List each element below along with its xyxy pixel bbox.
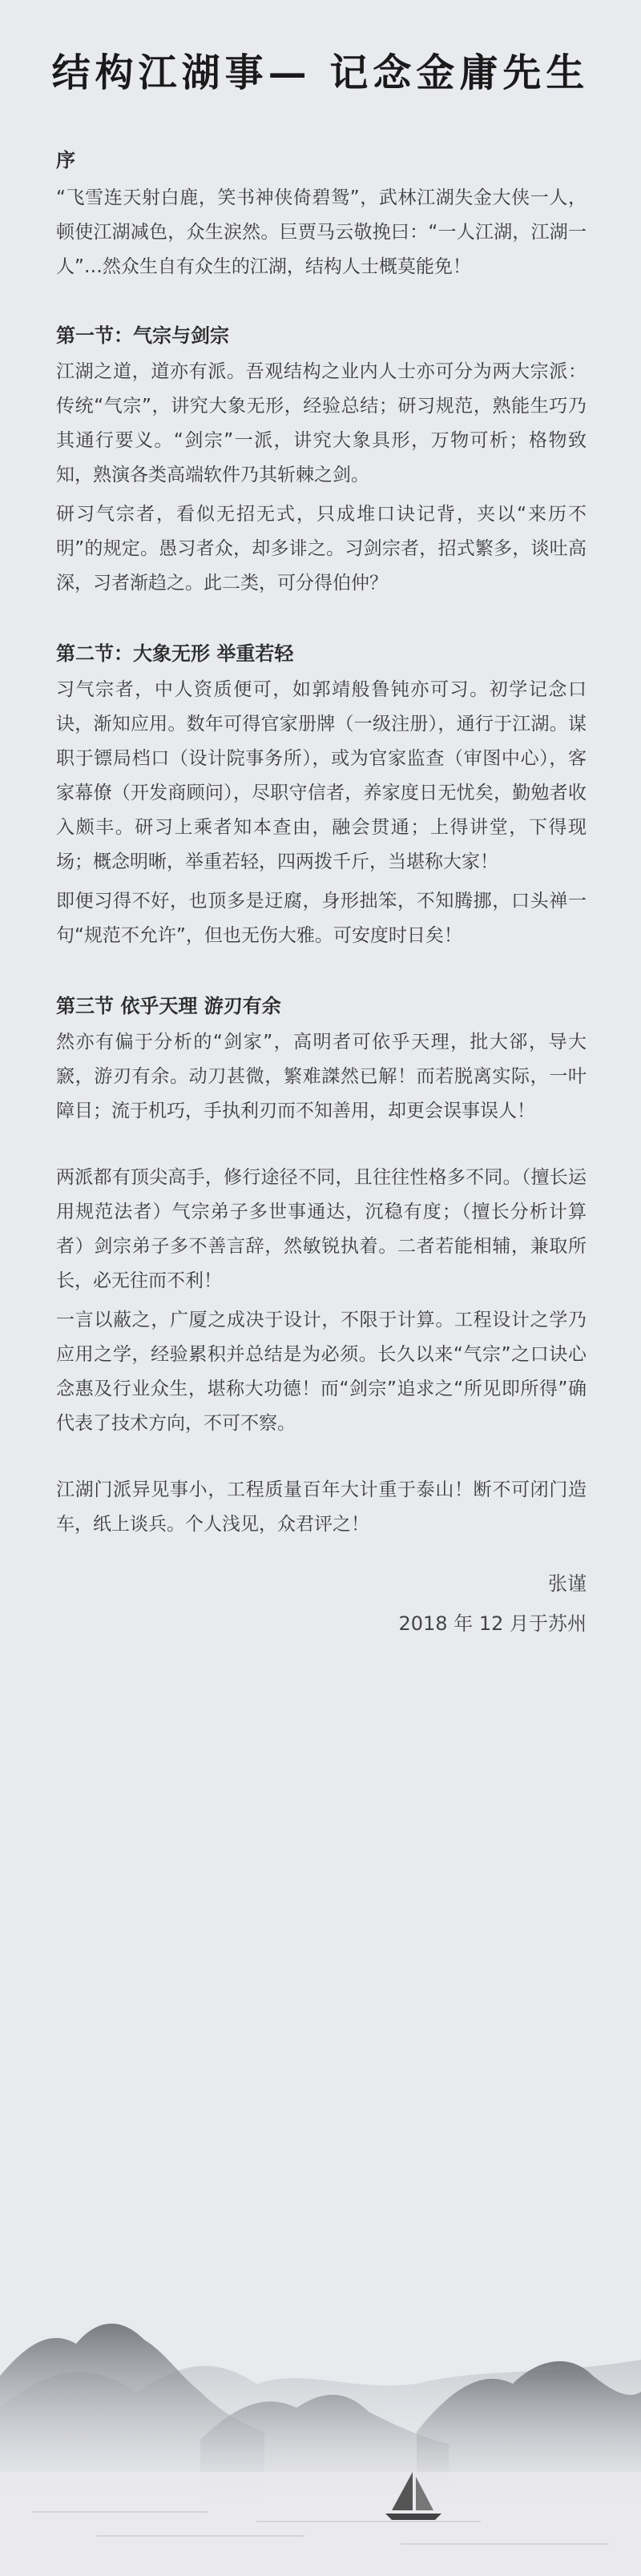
article-body: [56, 144, 587, 1641]
section-2-heading: 第二节：大象无形 举重若轻: [56, 642, 294, 665]
section-3-paragraph: 两派都有顶尖高手，修行途径不同，且往往性格多不同。（擅长运用规范法者）气宗弟子多世事通达，沉稳有度；（擅长分析计算者）剑宗弟子多不善言辞，然敏锐执着。二者若能相辅，兼取所长，必无往而不利！: [56, 1167, 587, 1291]
preface-heading: 序: [56, 149, 75, 171]
preface-paragraph: “飞雪连天射白鹿，笑书神侠倚碧鸳”，武林江湖失金大侠一人，顿使江湖减色，众生涙然。巨贾马云敬挽曰：“一人江湖，江湖一人”…然众生自有众生的江湖，结构人士概莫能免！: [56, 187, 587, 277]
section-1-paragraph: 江湖之道，道亦有派。吾观结构之业内人士亦可分为两大宗派：传统“气宗”，讲究大象无形，经验总结；研习规范，熟能生巧乃其通行要义。“剑宗”一派，讲究大象具形，万物可析；格物致知，熟演各类高端软件乃其斩棘之剑。: [56, 361, 587, 485]
signature-date: 2018 年 12 月于苏州: [398, 1612, 587, 1635]
section-2-paragraph: 即便习得不好，也顶多是迂腐，身形拙笨，不知腾挪，口头禅一句“规范不允许”，但也无伤大雅。可安度时日矣！: [56, 891, 587, 946]
section-3-paragraph: 然亦有偏于分析的“剑家”，高明者可依乎天理，批大郤，导大窾，游刃有余。动刀甚微，繁难謋然已解！而若脱离实际，一叶障目；流于机巧，手执利刃而不知善用，却更会误事误人！: [56, 1032, 587, 1121]
section-2-paragraph: 习气宗者，中人资质便可，如郭靖般鲁钝亦可习。初学记念口诀，渐知应用。数年可得官家册牌（一级注册），通行于江湖。谋职于镖局档口（设计院事务所），或为官家监查（审图中心），客家幕僚（开发商顾问），尽职守信者，养家度日无忧矣，勤勉者收入颇丰。研习上乘者知本查由，融会贯通；上得讲堂，下得现场；概念明晰，举重若轻，四两拨千斤，当堪称大家！: [56, 679, 587, 872]
section-3-paragraph: 一言以蔽之，广厦之成决于设计，不限于计算。工程设计之学乃应用之学，经验累积并总结是为必须。长久以来“气宗”之口诀心念惠及行业众生，堪称大功德！而“剑宗”追求之“所见即所得”确代表了技术方向，不可不察。: [56, 1310, 587, 1434]
author-signature: 张谨: [548, 1572, 587, 1595]
article-title: 结构江湖事— 记念金庸先生: [51, 50, 590, 95]
section-1-heading: 第一节：气宗与剑宗: [56, 324, 229, 347]
ink-mountain-illustration: [0, 2272, 641, 2576]
section-3-heading: 第三节 依乎天理 游刃有余: [56, 995, 281, 1017]
section-3-paragraph: 江湖门派异见事小，工程质量百年大计重于泰山！断不可闭门造车，纸上谈兵。个人浅见，众君评之！: [56, 1479, 587, 1535]
section-1-paragraph: 研习气宗者，看似无招无式，只成堆口诀记背，夹以“来历不明”的规定。愚习者众，却多诽之。习剑宗者，招式繁多，谈吐高深，习者渐趋之。此二类，可分得伯仲？: [56, 504, 587, 594]
